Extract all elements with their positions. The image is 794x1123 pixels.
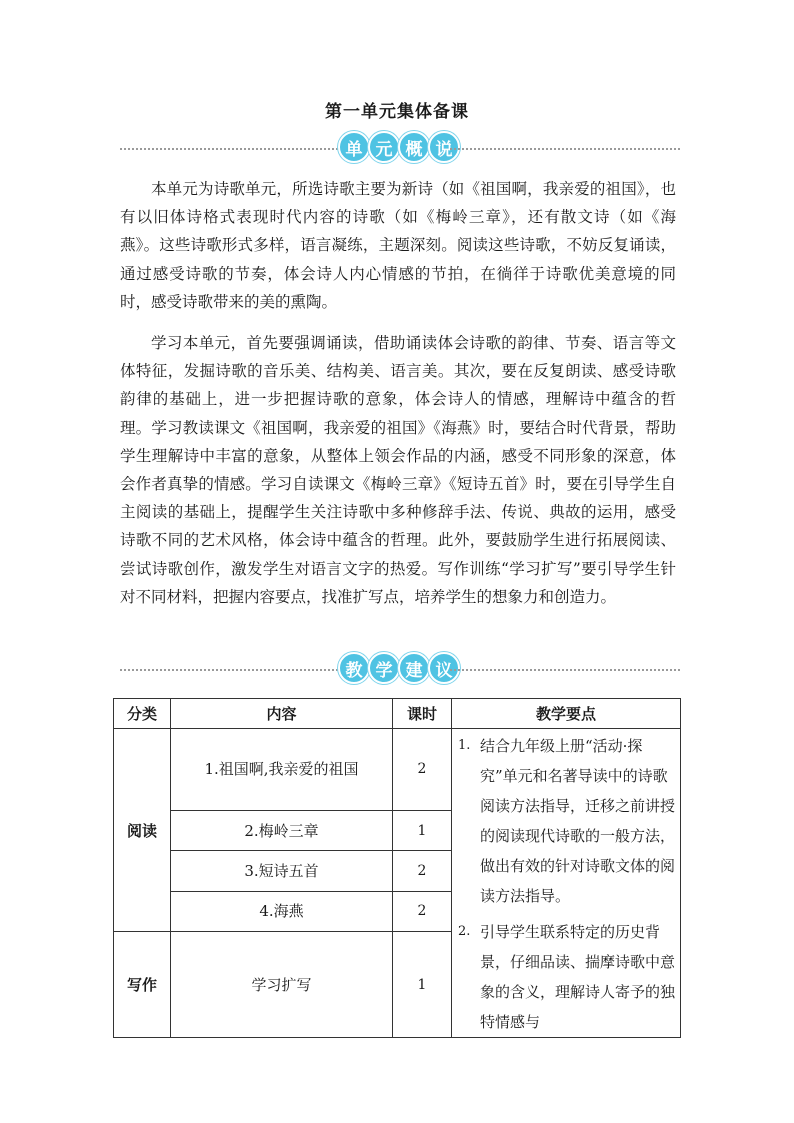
header-category: 分类 bbox=[114, 699, 171, 729]
dotted-divider-right bbox=[450, 669, 680, 671]
header-points: 教学要点 bbox=[452, 699, 681, 729]
teaching-points-cell bbox=[452, 729, 681, 1038]
teaching-point bbox=[458, 731, 676, 911]
section-chip: 议 bbox=[428, 652, 460, 684]
section-chip: 说 bbox=[428, 131, 460, 163]
page-title: 第一单元集体备课 bbox=[325, 102, 469, 122]
hours-cell: 1 bbox=[393, 810, 452, 850]
section-header-overview bbox=[120, 131, 680, 165]
point-text: 引导学生联系特定的历史背景，仔细品读、揣摩诗歌中意象的含义，理解诗人寄予的独特情感与 bbox=[480, 923, 676, 1031]
section-title-chips bbox=[340, 131, 460, 163]
section-chip: 建 bbox=[398, 652, 430, 684]
hours-cell: 2 bbox=[393, 729, 452, 811]
hours-cell: 2 bbox=[393, 851, 452, 891]
point-number: 2. bbox=[458, 924, 471, 939]
content-cell: 2.梅岭三章 bbox=[171, 810, 393, 850]
table-header-row bbox=[114, 699, 681, 729]
content-cell: 学习扩写 bbox=[171, 932, 393, 1038]
content-cell: 3.短诗五首 bbox=[171, 851, 393, 891]
section-title-chips bbox=[340, 652, 460, 684]
section-chip: 教 bbox=[338, 652, 370, 684]
dotted-divider-left bbox=[120, 669, 350, 671]
teaching-plan-table bbox=[113, 698, 681, 1038]
category-writing: 写作 bbox=[114, 932, 171, 1038]
section-header-suggestions bbox=[120, 652, 680, 686]
content-cell: 4.海燕 bbox=[171, 891, 393, 931]
teaching-point bbox=[458, 917, 676, 1037]
hours-cell: 1 bbox=[393, 932, 452, 1038]
header-content: 内容 bbox=[171, 699, 393, 729]
section-chip: 学 bbox=[368, 652, 400, 684]
point-text: 结合九年级上册“活动·探究”单元和名著导读中的诗歌阅读方法指导，迁移之前讲授的阅读现代诗歌的一般方法，做出有效的针对诗歌文体的阅读方法指导。 bbox=[480, 737, 676, 905]
section-chip: 单 bbox=[338, 131, 370, 163]
overview-paragraph-2: 学习本单元，首先要强调诵读，借助诵读体会诗歌的韵律、节奏、语言等文体特征，发掘诗歌的音乐美、结构美、语言美。其次，要在反复朗读、感受诗歌韵律的基础上，进一步把握诗歌的意象，体会诗人的情感，理解诗中蕴含的哲理。学习教读课文《祖国啊，我亲爱的祖国》《海燕》时，要结合时代背景，帮助学生理解诗中丰富的意象，从整体上领会作品的内涵，感受不同形象的深意，体会作者真挚的情感。学习自读课文《梅岭三章》《短诗五首》时，要在引导学生自主阅读的基础上，提醒学生关注诗歌中多种修辞手法、传说、典故的运用，感受诗歌不同的艺术风格，体会诗中蕴含的哲理。此外，要鼓励学生进行拓展阅读、尝试诗歌创作，激发学生对语言文字的热爱。写作训练“学习扩写”要引导学生针对不同材料，把握内容要点，找准扩写点，培养学生的想象力和创造力。 bbox=[120, 334, 676, 606]
dotted-divider-right bbox=[450, 148, 680, 150]
section-chip: 概 bbox=[398, 131, 430, 163]
point-number: 1. bbox=[458, 738, 471, 753]
header-hours: 课时 bbox=[393, 699, 452, 729]
category-reading: 阅读 bbox=[114, 729, 171, 932]
dotted-divider-left bbox=[120, 148, 350, 150]
hours-cell: 2 bbox=[393, 891, 452, 931]
content-cell: 1.祖国啊,我亲爱的祖国 bbox=[171, 729, 393, 811]
table-row bbox=[114, 729, 681, 811]
overview-paragraph-1: 本单元为诗歌单元，所选诗歌主要为新诗（如《祖国啊，我亲爱的祖国》，也有以旧体诗格式表现时代内容的诗歌（如《梅岭三章》，还有散文诗（如《海燕》。这些诗歌形式多样，语言凝练，主题深刻。阅读这些诗歌，不妨反复诵读，通过感受诗歌的节奏，体会诗人内心情感的节拍，在徜徉于诗歌优美意境的同时，感受诗歌带来的美的熏陶。 bbox=[120, 180, 676, 311]
section-chip: 元 bbox=[368, 131, 400, 163]
